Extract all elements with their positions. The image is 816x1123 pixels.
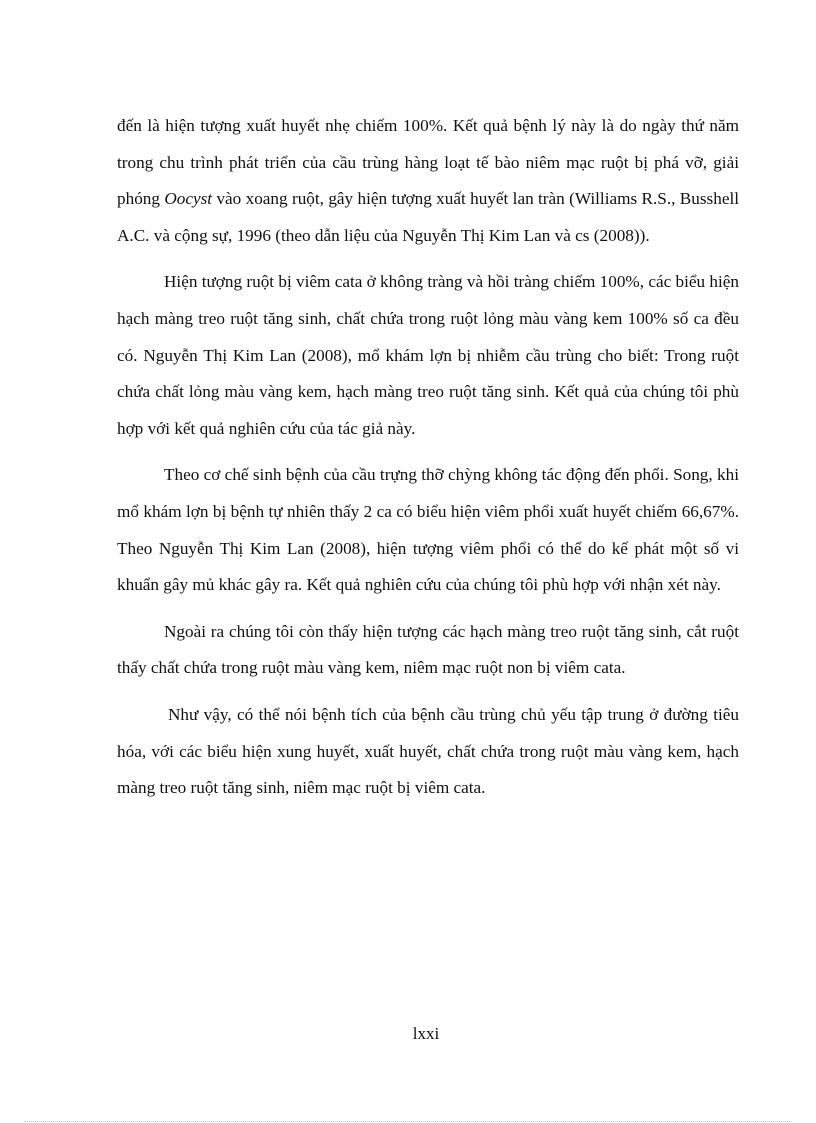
paragraph-1-before: đến là hiện tượng xuất huyết nhẹ chiếm 100%. Kết quả bệnh lý này là do ngày thứ năm trong chu trình phát triển của cầu trùng hàng loạt tế bào niêm mạc ruột bị phá vỡ, giải phóng (117, 116, 739, 209)
paragraph-4: Ngoài ra chúng tôi còn thấy hiện tượng các hạch màng treo ruột tăng sinh, cắt ruột thấy chất chứa trong ruột màu vàng kem, niêm mạc ruột non bị viêm cata. (117, 621, 739, 678)
paragraph-3: Theo cơ chế sinh bệnh của cầu trựng thỡ chỳng không tác động đến phổi. Song, khi mổ khám lợn bị bệnh tự nhiên thấy 2 ca có biểu hiện viêm phổi xuất huyết chiếm 66,67%. Theo Nguyễn Thị Kim Lan (2008), hiện tượng viêm phổi có thể do kế phát một số vi khuẩn gây mủ khác gây ra. Kết quả nghiên cứu của chúng tôi phù hợp với nhận xét này. (117, 465, 739, 595)
page-number: lxxi (412, 1024, 440, 1043)
paragraph-2: Hiện tượng ruột bị viêm cata ở không tràng và hồi tràng chiếm 100%, các biểu hiện hạch màng treo ruột tăng sinh, chất chứa trong ruột lỏng màu vàng kem 100% số ca đều có. Nguyễn Thị Kim Lan (2008), mổ khám lợn bị nhiễm cầu trùng cho biết: Trong ruột chứa chất lỏng màu vàng kem, hạch màng treo ruột tăng sinh. Kết quả của chúng tôi phù hợp với kết quả nghiên cứu của tác giả này. (117, 272, 739, 438)
oocyst-term: Oocyst (164, 189, 213, 209)
page-bottom-divider (24, 1121, 792, 1122)
paragraph-1 (117, 108, 739, 254)
body-text (117, 108, 739, 807)
paragraph-1-after: vào xoang ruột, gây hiện tượng xuất huyết lan tràn (Williams R.S., Busshell A.C. và cộng sự, 1996 (theo dẫn liệu của Nguyễn Thị Kim Lan và cs (2008)). (117, 189, 740, 245)
paragraph-5: Như vậy, có thể nói bệnh tích của bệnh cầu trùng chủ yếu tập trung ở đường tiêu hóa, với các biểu hiện xung huyết, xuất huyết, chất chứa trong ruột màu vàng kem, hạch màng treo ruột tăng sinh, niêm mạc ruột bị viêm cata. (117, 704, 739, 798)
